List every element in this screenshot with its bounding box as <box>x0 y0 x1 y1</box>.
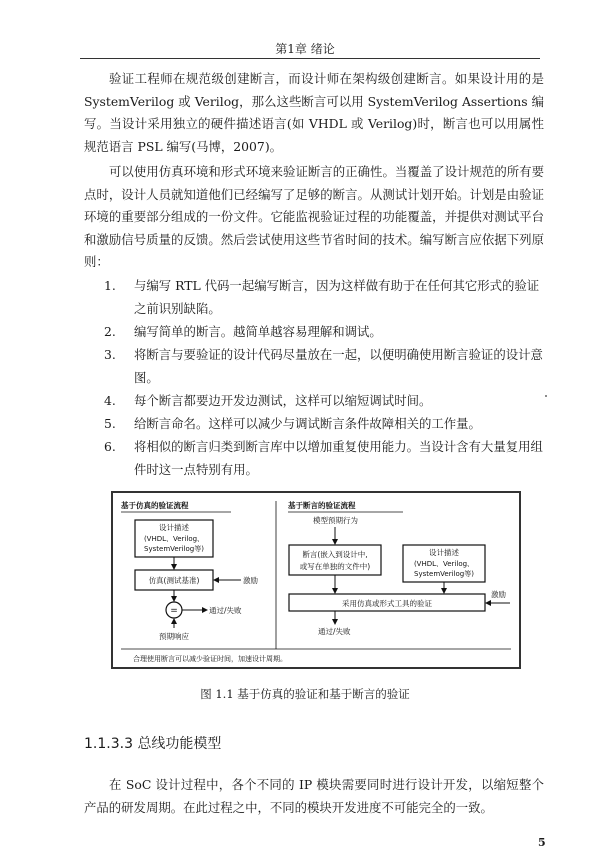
verification-box-label: 采用仿真或形式工具的验证 <box>342 599 432 608</box>
list-number: 5. <box>104 416 116 431</box>
paragraph-3: 在 SoC 设计过程中，各个不同的 IP 模块需要同时进行设计开发，以缩短整个产品的研发周期。在此过程之中，不同的模块开发进度不可能完全的一致。 <box>84 777 544 815</box>
stray-dot <box>545 395 547 397</box>
spec-box-left-line1: 设计描述 <box>159 523 189 532</box>
stim-left-label: 激励 <box>243 576 258 585</box>
list-item <box>104 344 544 389</box>
list-item <box>104 275 544 320</box>
list-text: 将相似的断言归类到断言库中以增加重复使用能力。当设计含有大量复用组件时这一点特别有用。 <box>134 439 543 477</box>
compare-symbol-text: = <box>170 606 178 616</box>
right-flow-title: 基于断言的验证流程 <box>288 501 356 510</box>
spec-box-left-line3: SystemVerilog等) <box>144 545 204 553</box>
spec-box-right-line2: (VHDL、Verilog、 <box>413 560 475 568</box>
list-number: 3. <box>104 347 116 362</box>
section-number: 1.1.3.3 <box>84 736 133 752</box>
spec-box-right-line1: 设计描述 <box>429 548 459 557</box>
pass-fail-right: 通过/失败 <box>318 627 351 636</box>
header-rule <box>80 58 540 59</box>
paragraph-1: 验证工程师在规范级创建断言，而设计师在架构级创建断言。如果设计用的是 SystemVerilog 或 Verilog，那么这些断言可以用 SystemVerilog Assertions 编写。当设计采用独立的硬件描述语言(如 VHDL 或 Verilog)时，断言也可以用属性规范语言 PSL 编写(马博，2007)。 <box>84 71 544 154</box>
paragraph-2: 可以使用仿真环境和形式环境来验证断言的正确性。当覆盖了设计规范的所有要点时，设计人员就知道他们已经编写了足够的断言。从测试计划开始。计划是由验证环境的重要部分组成的一份文件。它能监视验证过程的功能覆盖，并提供对测试平台和激励信号质量的反馈。然后尝试使用这些节省时间的技术。编写断言应依据下列原则： <box>84 164 544 270</box>
figure-diagram <box>111 491 521 669</box>
assertion-box-line2: 或写在单独的文件中) <box>299 562 371 571</box>
list-item <box>104 436 544 481</box>
pass-fail-left: 通过/失败 <box>209 606 242 615</box>
list-text: 每个断言都要边开发边测试，这样可以缩短调试时间。 <box>134 393 432 408</box>
stim-right-label: 激励 <box>491 590 506 599</box>
running-header: 第1章 绪论 <box>275 42 335 56</box>
expected-response: 预期响应 <box>159 632 189 641</box>
list-number: 2. <box>104 324 116 339</box>
list-item <box>104 390 544 413</box>
figure-note: 合理使用断言可以减少验证时间，加速设计周期。 <box>133 655 287 663</box>
section-title: 总线功能模型 <box>137 736 222 752</box>
model-expected-label: 模型预期行为 <box>313 516 358 525</box>
left-flow-title: 基于仿真的验证流程 <box>121 501 189 510</box>
list-item <box>104 413 544 436</box>
list-number: 4. <box>104 393 116 408</box>
page-number: 5 <box>538 836 546 849</box>
list-item <box>104 321 544 344</box>
list-text: 与编写 RTL 代码一起编写断言，因为这样做有助于在任何其它形式的验证之前识别缺陷。 <box>134 278 540 316</box>
section-heading <box>84 733 221 753</box>
spec-box-left-line2: (VHDL、Verilog、 <box>143 535 205 543</box>
assertion-box-line1: 断言(嵌入到设计中, <box>302 550 368 559</box>
list-text: 给断言命名。这样可以减少与调试断言条件故障相关的工作量。 <box>134 416 481 431</box>
list-number: 6. <box>104 439 116 454</box>
list-text: 编写简单的断言。越简单越容易理解和调试。 <box>134 324 382 339</box>
list-text: 将断言与要验证的设计代码尽量放在一起，以便明确使用断言验证的设计意图。 <box>134 347 543 385</box>
figure-caption: 图 1.1 基于仿真的验证和基于断言的验证 <box>200 687 410 701</box>
sim-box-label: 仿真(测试基准) <box>148 576 200 585</box>
spec-box-right-line3: SystemVerilog等) <box>414 570 474 578</box>
list-number: 1. <box>104 278 116 293</box>
